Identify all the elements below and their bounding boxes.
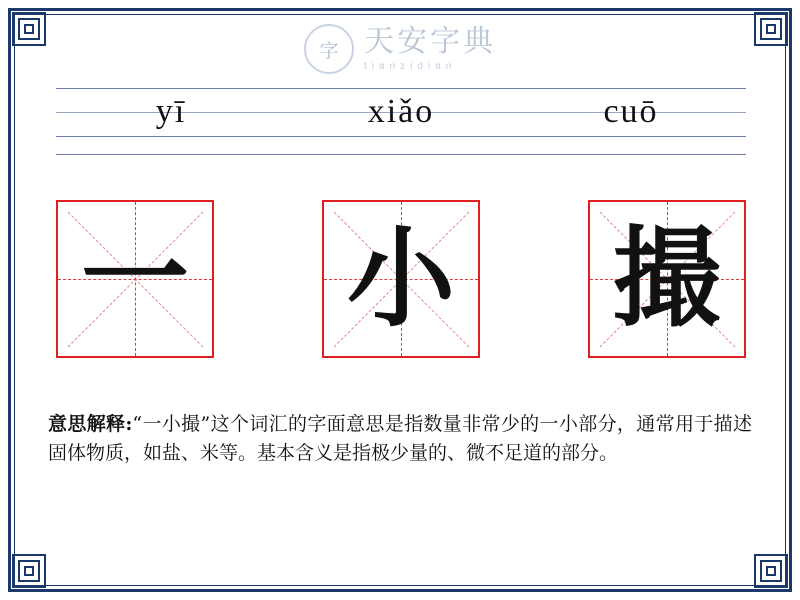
character-cell [56, 200, 214, 358]
pinyin-staff [56, 88, 746, 160]
logo-glyph: 字 [319, 40, 339, 62]
staff-line-4 [56, 154, 746, 155]
pinyin-row [56, 88, 746, 136]
staff-line-3 [56, 136, 746, 137]
site-title: 天安字典 [364, 24, 496, 58]
character-cell [322, 200, 480, 358]
watermark-header [0, 18, 800, 80]
pinyin-syllable: xiǎo [367, 93, 435, 130]
character-glyph: 撮 [612, 216, 721, 342]
explanation-text: “一小撮”这个词汇的字面意思是指数量非常少的一小部分，通常用于描述固体物质，如盐、米等。基本含义是指极少量的、微不足道的部分。 [48, 413, 753, 465]
explanation-block [48, 410, 752, 469]
pinyin-syllable: cuō [603, 93, 659, 130]
character-grid-row [56, 200, 746, 365]
corner-ornament-bottom-right [754, 554, 788, 588]
character-cell [588, 200, 746, 358]
site-subtitle: tianzidian [364, 60, 457, 72]
corner-ornament-bottom-left [12, 554, 46, 588]
explanation-label: 意思解释: [48, 413, 133, 435]
logo-text-group [364, 24, 496, 72]
character-glyph: 小 [346, 216, 455, 342]
seal-logo-icon [304, 24, 354, 74]
pinyin-syllable: yī [155, 93, 187, 130]
character-glyph: 一 [80, 216, 189, 342]
